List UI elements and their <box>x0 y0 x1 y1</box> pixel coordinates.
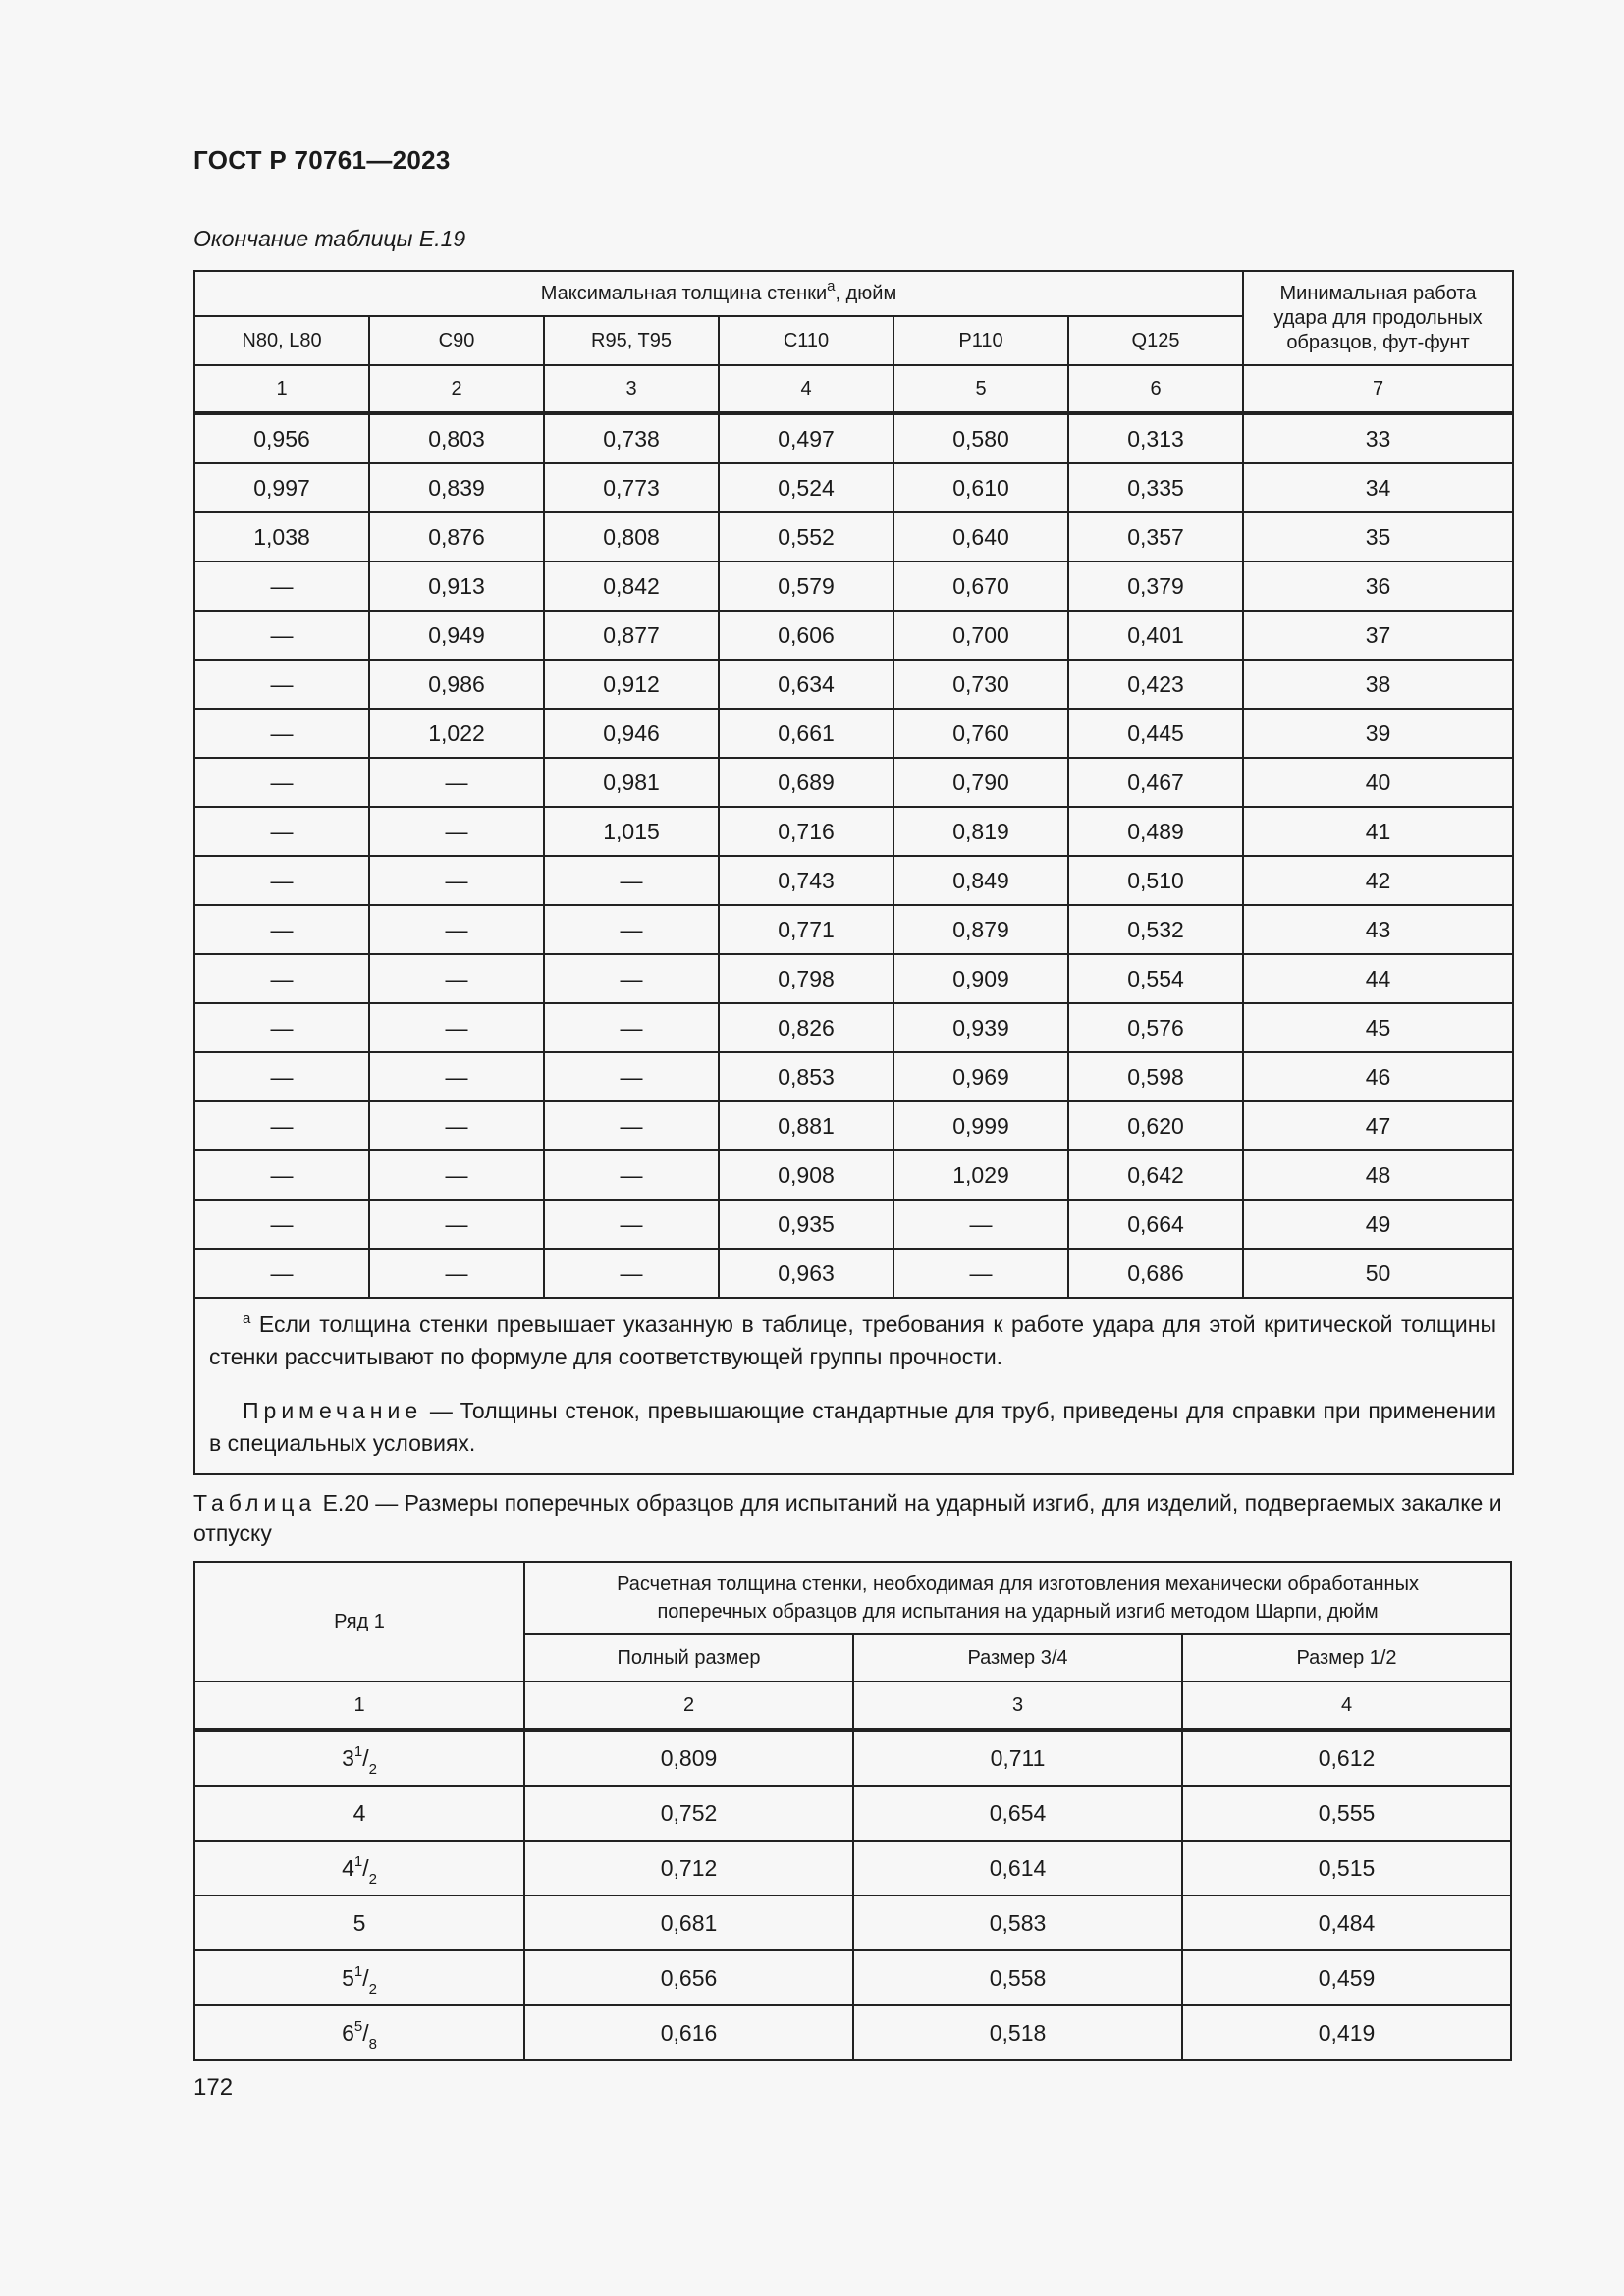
table-row <box>194 1896 1511 1950</box>
footnote-mark: а <box>243 1310 251 1327</box>
series-value <box>194 1786 524 1841</box>
table-cell: — <box>544 1200 719 1249</box>
table-cell: — <box>893 1249 1068 1298</box>
table-e20 <box>193 1561 1512 2061</box>
table-cell: — <box>194 1052 369 1101</box>
table-row <box>194 413 1513 463</box>
series-numerator: 1 <box>353 1742 363 1760</box>
table-cell: — <box>194 1249 369 1298</box>
table-cell: 38 <box>1243 660 1513 709</box>
table-cell: 0,661 <box>719 709 893 758</box>
table-cell: 0,614 <box>853 1841 1182 1896</box>
table-cell: 1,029 <box>893 1150 1068 1200</box>
table-cell: 0,879 <box>893 905 1068 954</box>
table-cell: — <box>194 807 369 856</box>
table-cell: 0,656 <box>524 1950 853 2005</box>
column-header: C110 <box>719 316 893 365</box>
table-cell: 1,015 <box>544 807 719 856</box>
table-row <box>194 1841 1511 1896</box>
series-numerator: 5 <box>353 2017 363 2035</box>
series-denominator: 2 <box>368 1980 377 1998</box>
table-cell: — <box>194 561 369 611</box>
table-cell: 0,524 <box>719 463 893 512</box>
column-header: Полный размер <box>524 1634 853 1682</box>
table-row <box>194 1052 1513 1101</box>
table-cell: 0,760 <box>893 709 1068 758</box>
table-cell: 0,986 <box>369 660 544 709</box>
table-row <box>194 1730 1511 1786</box>
table-cell: — <box>369 954 544 1003</box>
table-row <box>194 1150 1513 1200</box>
table-cell: 0,689 <box>719 758 893 807</box>
table-cell: 0,849 <box>893 856 1068 905</box>
series-whole: 4 <box>352 1799 366 1826</box>
table-row <box>194 512 1513 561</box>
table-e19 <box>193 270 1514 1475</box>
column-number: 2 <box>369 365 544 413</box>
table-cell: 0,583 <box>853 1896 1182 1950</box>
table-cell: — <box>544 905 719 954</box>
series-whole: 3 <box>342 1744 354 1771</box>
thickness-group-header: Максимальная толщина стенки$^а$, дюйм <box>194 271 1243 316</box>
table-cell: 0,616 <box>524 2005 853 2060</box>
table-cell: 35 <box>1243 512 1513 561</box>
table-cell: 0,716 <box>719 807 893 856</box>
table-cell: 0,579 <box>719 561 893 611</box>
table-cell: — <box>369 1249 544 1298</box>
table-cell: — <box>194 1150 369 1200</box>
table-row <box>194 1249 1513 1298</box>
table-cell: 0,532 <box>1068 905 1243 954</box>
table-cell: 0,580 <box>893 413 1068 463</box>
table-cell: — <box>194 1101 369 1150</box>
column-number: 1 <box>194 365 369 413</box>
table-cell: 0,826 <box>719 1003 893 1052</box>
table-cell: 0,612 <box>1182 1730 1511 1786</box>
column-number: 6 <box>1068 365 1243 413</box>
table-cell: 0,881 <box>719 1101 893 1150</box>
table-cell: 0,809 <box>524 1730 853 1786</box>
table-cell: 0,752 <box>524 1786 853 1841</box>
table-cell: 36 <box>1243 561 1513 611</box>
table-cell: 0,711 <box>853 1730 1182 1786</box>
table-cell: — <box>369 1200 544 1249</box>
table-cell: 1,038 <box>194 512 369 561</box>
series-whole: 5 <box>342 1964 354 1991</box>
table-cell: — <box>194 758 369 807</box>
table-cell: — <box>893 1200 1068 1249</box>
table-row <box>194 709 1513 758</box>
table-cell: — <box>544 1101 719 1150</box>
notes-row <box>194 1298 1513 1474</box>
table-cell: 0,997 <box>194 463 369 512</box>
column-number: 4 <box>719 365 893 413</box>
column-number: 4 <box>1182 1682 1511 1730</box>
table-cell: 40 <box>1243 758 1513 807</box>
document-header: ГОСТ Р 70761—2023 <box>193 145 451 175</box>
table-row <box>194 807 1513 856</box>
table-cell: 0,459 <box>1182 1950 1511 2005</box>
table-cell: 0,620 <box>1068 1101 1243 1150</box>
table-cell: — <box>544 856 719 905</box>
column-header: Размер 1/2 <box>1182 1634 1511 1682</box>
column-number: 5 <box>893 365 1068 413</box>
table-cell: 0,738 <box>544 413 719 463</box>
table-cell: — <box>369 1101 544 1150</box>
table-cell: 0,877 <box>544 611 719 660</box>
table-cell: 0,946 <box>544 709 719 758</box>
notes-cell <box>194 1298 1513 1474</box>
table-cell: 0,606 <box>719 611 893 660</box>
table-cell: 41 <box>1243 807 1513 856</box>
table-cell: 0,401 <box>1068 611 1243 660</box>
table-cell: 42 <box>1243 856 1513 905</box>
table-e20-caption: Таблица Е.20 — Размеры поперечных образцов для испытаний на ударный изгиб, для изделий, подвергаемых закалке и отпуску <box>193 1490 1502 1546</box>
table-cell: 0,949 <box>369 611 544 660</box>
table-cell: 37 <box>1243 611 1513 660</box>
row-series-header: Ряд 1 <box>194 1562 524 1682</box>
table-cell: 39 <box>1243 709 1513 758</box>
table-cell: 0,909 <box>893 954 1068 1003</box>
series-denominator: 2 <box>368 1870 377 1888</box>
table-cell: 0,853 <box>719 1052 893 1101</box>
table-cell: 0,467 <box>1068 758 1243 807</box>
table-cell: 44 <box>1243 954 1513 1003</box>
table-row <box>194 463 1513 512</box>
wall-thickness-group-header: Расчетная толщина стенки, необходимая для изготовления механически обработанных поперечных образцов для испытания на ударный изгиб методом Шарпи, дюйм <box>524 1562 1511 1634</box>
table-cell: 0,935 <box>719 1200 893 1249</box>
series-whole: 5 <box>352 1909 366 1936</box>
page-number: 172 <box>193 2074 234 2101</box>
table-cell: 0,423 <box>1068 660 1243 709</box>
table-cell: 0,908 <box>719 1150 893 1200</box>
table-cell: — <box>369 856 544 905</box>
table-row <box>194 2005 1511 2060</box>
table-cell: — <box>369 1052 544 1101</box>
table-cell: 46 <box>1243 1052 1513 1101</box>
table-cell: 34 <box>1243 463 1513 512</box>
table-cell: 0,686 <box>1068 1249 1243 1298</box>
table-cell: 0,313 <box>1068 413 1243 463</box>
table-cell: 0,999 <box>893 1101 1068 1150</box>
table-cell: 0,555 <box>1182 1786 1511 1841</box>
table-cell: 50 <box>1243 1249 1513 1298</box>
table-cell: — <box>369 758 544 807</box>
table-cell: 1,022 <box>369 709 544 758</box>
table-cell: 0,664 <box>1068 1200 1243 1249</box>
table-cell: 0,642 <box>1068 1150 1243 1200</box>
table-cell: — <box>544 954 719 1003</box>
table-cell: 0,335 <box>1068 463 1243 512</box>
column-number: 2 <box>524 1682 853 1730</box>
note <box>209 1395 1496 1460</box>
table-cell: — <box>369 1003 544 1052</box>
column-header: N80, L80 <box>194 316 369 365</box>
series-numerator: 1 <box>353 1962 363 1980</box>
table-row <box>194 1950 1511 2005</box>
series-value: $6^5/_8$ <box>194 2005 524 2060</box>
table-cell: 0,712 <box>524 1841 853 1896</box>
table-cell: 0,819 <box>893 807 1068 856</box>
column-header: Q125 <box>1068 316 1243 365</box>
table-cell: 0,634 <box>719 660 893 709</box>
table-cell: 0,842 <box>544 561 719 611</box>
table-row <box>194 1200 1513 1249</box>
table-cell: 0,654 <box>853 1786 1182 1841</box>
series-value <box>194 1896 524 1950</box>
table-cell: 0,803 <box>369 413 544 463</box>
table-cell: 43 <box>1243 905 1513 954</box>
table-cell: 49 <box>1243 1200 1513 1249</box>
series-numerator: 1 <box>353 1852 363 1870</box>
column-header: R95, T95 <box>544 316 719 365</box>
table-cell: 0,598 <box>1068 1052 1243 1101</box>
table-cell: 0,640 <box>893 512 1068 561</box>
table-cell: — <box>194 1200 369 1249</box>
table-cell: — <box>369 1150 544 1200</box>
table-cell: — <box>194 709 369 758</box>
table-cell: 48 <box>1243 1150 1513 1200</box>
column-number: 3 <box>853 1682 1182 1730</box>
table-cell: 47 <box>1243 1101 1513 1150</box>
table-cell: 0,489 <box>1068 807 1243 856</box>
impact-work-header: Минимальная работа удара для продольных образцов, фут-фунт <box>1243 271 1513 365</box>
table-cell: — <box>194 660 369 709</box>
table-e19-caption: Окончание таблицы Е.19 <box>193 226 466 251</box>
table-cell: — <box>544 1052 719 1101</box>
table-cell: 0,913 <box>369 561 544 611</box>
table-cell: — <box>194 954 369 1003</box>
table-cell: — <box>369 807 544 856</box>
table-cell: 0,576 <box>1068 1003 1243 1052</box>
table-cell: 0,552 <box>719 512 893 561</box>
table-row <box>194 954 1513 1003</box>
column-number: 1 <box>194 1682 524 1730</box>
table-cell: 0,981 <box>544 758 719 807</box>
table-cell: 0,670 <box>893 561 1068 611</box>
table-cell: — <box>544 1003 719 1052</box>
table-cell: 0,518 <box>853 2005 1182 2060</box>
table-cell: — <box>369 905 544 954</box>
table-cell: — <box>544 1150 719 1200</box>
table-cell: — <box>194 856 369 905</box>
table-cell: 0,419 <box>1182 2005 1511 2060</box>
column-number: 7 <box>1243 365 1513 413</box>
table-cell: 45 <box>1243 1003 1513 1052</box>
table-cell: — <box>194 1003 369 1052</box>
column-header: Размер 3/4 <box>853 1634 1182 1682</box>
table-cell: 0,730 <box>893 660 1068 709</box>
series-value: $3^1/_2$ <box>194 1730 524 1786</box>
table-row <box>194 1786 1511 1841</box>
series-value: $5^1/_2$ <box>194 1950 524 2005</box>
column-number: 3 <box>544 365 719 413</box>
column-header: C90 <box>369 316 544 365</box>
table-cell: 0,554 <box>1068 954 1243 1003</box>
table-row <box>194 561 1513 611</box>
table-cell: 0,771 <box>719 905 893 954</box>
note-label: Примечание <box>243 1398 423 1423</box>
series-denominator: 8 <box>368 2035 377 2053</box>
table-cell: 0,956 <box>194 413 369 463</box>
table-cell: 0,445 <box>1068 709 1243 758</box>
table-row <box>194 1101 1513 1150</box>
table-cell: 0,515 <box>1182 1841 1511 1896</box>
table-cell: 0,510 <box>1068 856 1243 905</box>
table-row <box>194 660 1513 709</box>
table-row <box>194 758 1513 807</box>
table-cell: 0,484 <box>1182 1896 1511 1950</box>
table-cell: 0,681 <box>524 1896 853 1950</box>
note-text: — Толщины стенок, превышающие стандартные для труб, приведены для справки при применении в специальных условиях. <box>209 1398 1496 1456</box>
series-whole: 6 <box>342 2019 354 2046</box>
table-cell: 0,379 <box>1068 561 1243 611</box>
table-cell: 0,969 <box>893 1052 1068 1101</box>
table-cell: 33 <box>1243 413 1513 463</box>
table-cell: 0,700 <box>893 611 1068 660</box>
table-cell: — <box>194 611 369 660</box>
series-denominator: 2 <box>368 1760 377 1778</box>
table-cell: 0,610 <box>893 463 1068 512</box>
table-cell: 0,357 <box>1068 512 1243 561</box>
table-row <box>194 1003 1513 1052</box>
table-row <box>194 905 1513 954</box>
table-cell: 0,743 <box>719 856 893 905</box>
table-row <box>194 856 1513 905</box>
footnote <box>209 1308 1496 1373</box>
table-row <box>194 611 1513 660</box>
table-cell: 0,790 <box>893 758 1068 807</box>
table-cell: 0,497 <box>719 413 893 463</box>
table-cell: 0,912 <box>544 660 719 709</box>
table-cell: 0,876 <box>369 512 544 561</box>
table-cell: 0,939 <box>893 1003 1068 1052</box>
series-value: $4^1/_2$ <box>194 1841 524 1896</box>
footnote-text: Если толщина стенки превышает указанную в таблице, требования к работе удара для этой критической толщины стенки рассчитывают по формуле для соответствующей группы прочности. <box>209 1311 1496 1369</box>
table-cell: 0,798 <box>719 954 893 1003</box>
series-whole: 4 <box>342 1854 354 1881</box>
table-cell: — <box>194 905 369 954</box>
table-cell: 0,963 <box>719 1249 893 1298</box>
column-header: P110 <box>893 316 1068 365</box>
table-cell: 0,808 <box>544 512 719 561</box>
table-cell: 0,773 <box>544 463 719 512</box>
table-cell: 0,839 <box>369 463 544 512</box>
table-cell: — <box>544 1249 719 1298</box>
table-cell: 0,558 <box>853 1950 1182 2005</box>
